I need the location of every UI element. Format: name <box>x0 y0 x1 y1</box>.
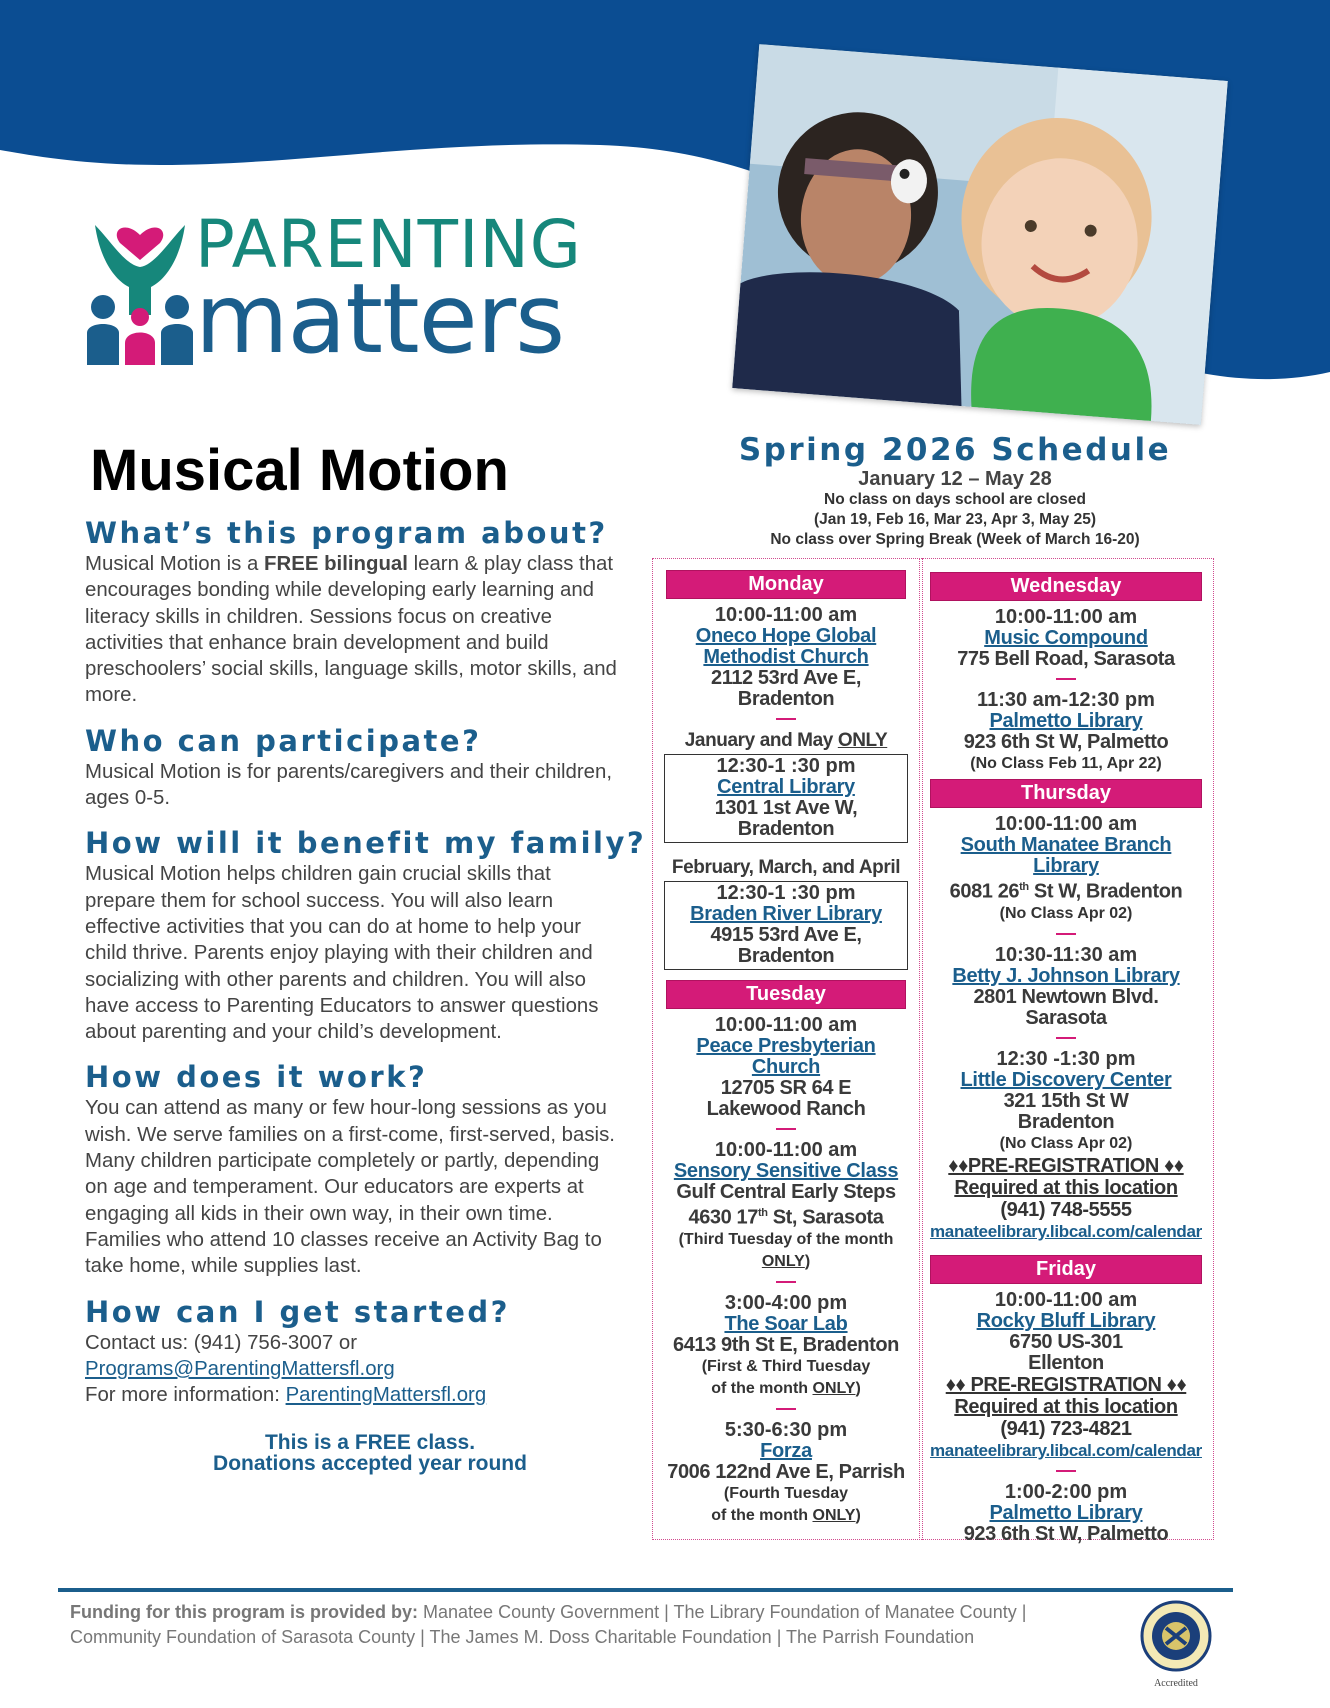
schedule-note: (Jan 19, Feb 16, Mar 23, Apr 3, May 25) <box>814 511 1096 528</box>
preregistration-phone: (941) 723-4821 <box>1000 1417 1132 1440</box>
session-note: (Third Tuesday of the month <box>678 1230 894 1248</box>
funding-footer: Funding for this program is provided by: Manatee County Government | The Library Foundation of Manatee County | Community Foundation of Sarasota County | The James M. Doss Charitable Foundation | The Parrish Foundation <box>70 1602 1027 1647</box>
venue-link[interactable]: Braden River Library <box>690 903 882 925</box>
session-time: 12:30 -1:30 pm <box>996 1047 1136 1070</box>
venue-address: Bradenton <box>737 945 835 967</box>
venue-address: 923 6th St W, Palmetto <box>963 1522 1169 1545</box>
preregistration-phone: (941) 748-5555 <box>1000 1198 1132 1221</box>
separator <box>776 1408 796 1410</box>
separator <box>776 1281 796 1283</box>
venue-address: 4630 17th St, Sarasota <box>688 1206 884 1229</box>
section-heading: What’s this program about? <box>85 516 608 550</box>
venue-address: Bradenton <box>1017 1110 1115 1133</box>
page-title: Musical Motion <box>90 438 509 503</box>
venue-address: 6081 26th St W, Bradenton <box>949 880 1183 903</box>
info-label: For more information: <box>85 1384 286 1407</box>
hero-photo <box>732 44 1228 425</box>
separator <box>1056 678 1076 680</box>
venue-address: Lakewood Ranch <box>706 1098 866 1120</box>
schedule-header <box>650 432 1260 550</box>
section-who <box>85 723 625 812</box>
separator <box>776 1128 796 1130</box>
venue-link[interactable]: Peace Presbyterian Church <box>696 1035 876 1078</box>
day-header-friday: Friday <box>930 1255 1202 1284</box>
preregistration-notice: ♦♦ PRE-REGISTRATION ♦♦ <box>945 1373 1187 1396</box>
schedule-column-left <box>664 570 908 1527</box>
section-heading: Who can participate? <box>85 723 482 758</box>
session-note: ONLY) <box>761 1252 811 1270</box>
logo-family-icon <box>85 205 195 365</box>
venue-link[interactable]: Methodist Church <box>703 646 869 668</box>
session-note: (No Class Apr 02) <box>999 1134 1133 1152</box>
venue-address: 923 6th St W, Palmetto <box>963 731 1169 753</box>
logo-text-matters: matters <box>195 263 565 375</box>
email-link[interactable]: Programs@ParentingMattersfl.org <box>85 1357 395 1380</box>
venue-link[interactable]: Forza <box>760 1439 812 1462</box>
session-time: 10:00-11:00 am <box>994 1288 1138 1311</box>
venue-address: Bradenton <box>737 818 835 840</box>
month-label: February, March, and April <box>671 857 901 878</box>
section-heading: How does it work? <box>85 1060 428 1095</box>
venue-link[interactable]: Betty J. Johnson Library <box>952 964 1180 987</box>
session-time: 10:00-11:00 am <box>994 813 1138 835</box>
section-how <box>85 1059 625 1279</box>
session-note: of the month ONLY) <box>711 1379 861 1397</box>
session-time: 5:30-6:30 pm <box>724 1418 848 1441</box>
venue-address: 2801 Newtown Blvd. <box>973 985 1159 1008</box>
preregistration-notice: ♦♦PRE-REGISTRATION ♦♦ <box>948 1154 1184 1177</box>
parenting-matters-logo <box>85 205 605 375</box>
schedule-note: No class on days school are closed <box>824 491 1086 508</box>
venue-address: 1301 1st Ave W, <box>714 797 858 819</box>
session-time: 3:00-4:00 pm <box>724 1291 848 1314</box>
session-note: (No Class Feb 11, Apr 22) <box>970 755 1162 772</box>
section-start <box>85 1294 625 1409</box>
website-link[interactable]: ParentingMattersfl.org <box>285 1384 487 1407</box>
venue-link[interactable]: Little Discovery Center <box>960 1068 1172 1091</box>
venue-address: 12705 SR 64 E <box>720 1077 852 1099</box>
venue-link[interactable]: Rocky Bluff Library <box>976 1309 1156 1332</box>
section-benefit <box>85 825 647 1045</box>
funding-label: Funding for this program is provided by: <box>70 1602 419 1622</box>
session-time: 10:30-11:30 am <box>994 943 1138 966</box>
section-about <box>85 515 625 709</box>
section-heading: How can I get started? <box>85 1294 510 1329</box>
session-time: 11:30 am-12:30 pm <box>977 689 1155 711</box>
session-box <box>664 754 908 843</box>
session-note: (No Class Apr 02) <box>999 904 1133 922</box>
section-body: You can attend as many or few hour-long sessions as you wish. We serve families on a first-come, first-served, basis. Many children participate completely or partly, depending on age and temperament. Our educators are experts at engaging all kids in their own way, in their own time. Families who attend 10 classes receive an Activity Bag to take home, while supplies last. <box>85 1097 615 1278</box>
separator <box>1056 933 1076 935</box>
venue-address: 6413 9th St E, Bradenton <box>672 1333 899 1356</box>
session-time: 1:00-2:00 pm <box>1004 1480 1128 1503</box>
section-body: Musical Motion helps children gain crucial skills that prepare them for school success. You will also learn effective activities that you can do at home to help your child thrive. Parents enjoy playing with their children and socializing with other parents and children. You will also have access to Parenting Educators to answer questions about parenting and your child’s development. <box>85 863 599 1044</box>
venue-address: Bradenton <box>737 688 835 710</box>
schedule-dates: January 12 – May 28 <box>858 468 1052 490</box>
separator <box>776 718 796 720</box>
session-time: 12:30-1 :30 pm <box>716 755 856 777</box>
venue-link[interactable]: The Soar Lab <box>724 1312 848 1335</box>
session-time: 10:00-11:00 am <box>714 604 858 626</box>
separator <box>1056 1037 1076 1039</box>
venue-link[interactable]: Palmetto Library <box>989 710 1143 732</box>
session-note: of the month ONLY) <box>711 1506 861 1524</box>
venue-address: 321 15th St W <box>1003 1089 1129 1112</box>
session-note: (First & Third Tuesday <box>701 1357 871 1375</box>
free-class-note: This is a FREE class. Donations accepted year round <box>213 1431 527 1476</box>
schedule-note: No class over Spring Break (Week of March 16-20) <box>770 531 1140 548</box>
preregistration-required: Required at this location <box>954 1176 1178 1199</box>
venue-address: 4915 53rd Ave E, <box>710 924 862 946</box>
library-calendar-link[interactable]: manateelibrary.libcal.com/calendar <box>929 1221 1202 1241</box>
seal-caption: Accredited <box>1154 1678 1198 1689</box>
venue-link[interactable]: Sensory Sensitive Class <box>673 1160 899 1182</box>
venue-address: Sarasota <box>1025 1006 1107 1029</box>
session-time: 12:30-1 :30 pm <box>716 882 856 904</box>
section-body: Musical Motion is a FREE bilingual learn & play class that encourages bonding while developing early learning and literacy skills in children. Sessions focus on creative activities that enhance brain development and build preschoolers’ social skills, language skills, motor skills, and more. <box>85 553 617 707</box>
section-heading: How will it benefit my family? <box>85 826 647 861</box>
venue-link[interactable]: Library <box>1033 855 1099 877</box>
venue-address: Gulf Central Early Steps <box>676 1181 896 1203</box>
session-note: (Fourth Tuesday <box>723 1484 849 1502</box>
day-header-tuesday: Tuesday <box>666 980 906 1009</box>
separator <box>1056 1470 1076 1472</box>
schedule-title: Spring 2026 Schedule <box>738 432 1172 468</box>
venue-address: 2112 53rd Ave E, <box>710 667 861 689</box>
day-header-wednesday: Wednesday <box>930 572 1202 601</box>
session-time: 10:00-11:00 am <box>714 1139 858 1161</box>
month-label: January and May ONLY <box>684 730 888 751</box>
venue-link[interactable]: Central Library <box>717 776 855 798</box>
accreditation-seal-icon <box>1138 1600 1214 1690</box>
session-time: 10:00-11:00 am <box>994 606 1138 628</box>
logo-text-parenting: PARENTING <box>195 206 582 283</box>
section-body: Musical Motion is for parents/caregivers and their children, ages 0-5. <box>85 760 612 810</box>
schedule-divider <box>919 558 923 1540</box>
session-box <box>664 881 908 970</box>
preregistration-required: Required at this location <box>954 1395 1178 1418</box>
schedule-column-right <box>928 570 1204 1545</box>
venue-link[interactable]: South Manatee Branch <box>960 834 1172 856</box>
venue-address: 6750 US-301 <box>1009 1330 1123 1353</box>
venue-address: 7006 122nd Ave E, Parrish <box>667 1460 905 1483</box>
venue-address: 775 Bell Road, Sarasota <box>957 648 1175 670</box>
footer-divider <box>58 1588 1233 1592</box>
venue-link[interactable]: Music Compound <box>984 627 1148 649</box>
venue-link[interactable]: Oneco Hope Global <box>695 625 877 647</box>
day-header-monday: Monday <box>666 570 906 599</box>
venue-link[interactable]: Palmetto Library <box>989 1501 1143 1524</box>
program-info <box>85 515 647 1476</box>
contact-label: Contact us: (941) 756-3007 or <box>85 1331 358 1354</box>
session-time: 10:00-11:00 am <box>714 1014 858 1036</box>
venue-address: Ellenton <box>1028 1351 1104 1374</box>
library-calendar-link[interactable]: manateelibrary.libcal.com/calendar <box>929 1440 1202 1460</box>
day-header-thursday: Thursday <box>930 779 1202 808</box>
